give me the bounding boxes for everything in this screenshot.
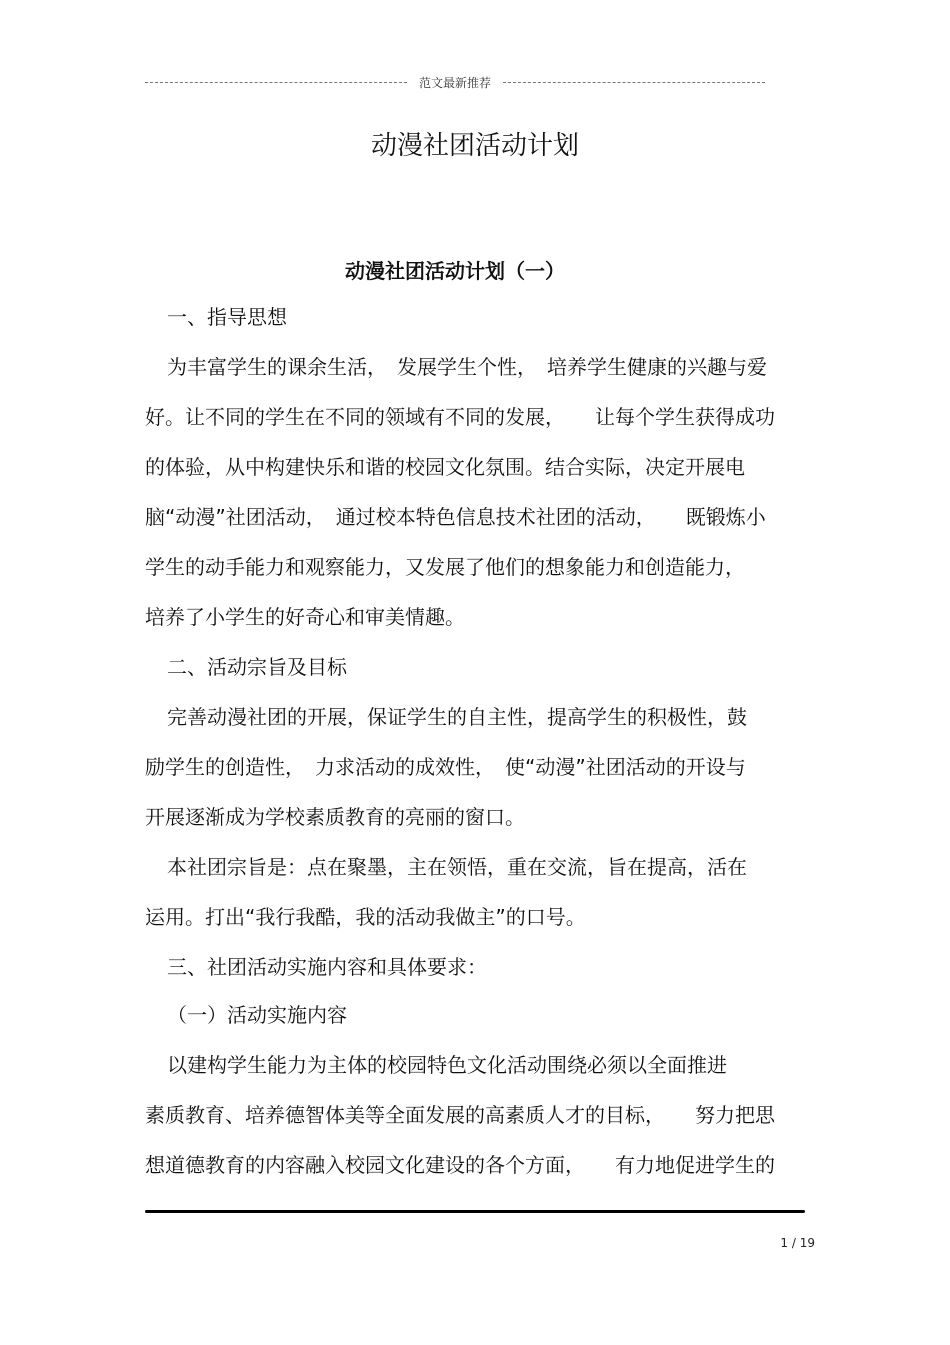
header-label: 范文最新推荐 [419, 75, 492, 90]
paragraph-line: 以建构学生能力为主体的校园特色文化活动围绕必须以全面推进 [167, 1053, 727, 1077]
footer-rule [145, 1210, 805, 1213]
paragraph-line: 运用。打出“我行我酷，我的活动我做主”的口号。 [145, 905, 586, 929]
header-dash-left [145, 82, 407, 83]
page-header [145, 72, 765, 92]
paragraph-line: 的体验，从中构建快乐和谐的校园文化氛围。结合实际，决定开展电 [145, 455, 745, 479]
header-dash-right [503, 82, 765, 83]
paragraph-line: 培养了小学生的好奇心和审美情趣。 [145, 605, 465, 629]
paragraph-line: 脑“动漫”社团活动， 通过校本特色信息技术社团的活动， 既锻炼小 [145, 505, 766, 529]
section-heading-2: 二、活动宗旨及目标 [167, 655, 347, 679]
document-title: 动漫社团活动计划 [370, 131, 579, 161]
paragraph-line: 本社团宗旨是：点在聚墨，主在领悟，重在交流，旨在提高，活在 [167, 855, 747, 879]
document-subtitle: 动漫社团活动计划（一） [345, 259, 565, 283]
paragraph-line: 励学生的创造性， 力求活动的成效性， 使“动漫”社团活动的开设与 [145, 755, 746, 779]
paragraph-line: 开展逐渐成为学校素质教育的亮丽的窗口。 [145, 805, 525, 829]
paragraph-line: 完善动漫社团的开展，保证学生的自主性，提高学生的积极性，鼓 [167, 705, 747, 729]
paragraph-line: 为丰富学生的课余生活， 发展学生个性， 培养学生健康的兴趣与爱 [167, 355, 767, 379]
paragraph-line: 好。让不同的学生在不同的领域有不同的发展， 让每个学生获得成功 [145, 405, 775, 429]
page-number: 1 / 19 [780, 1236, 815, 1250]
section-heading-3: 三、社团活动实施内容和具体要求： [167, 955, 487, 979]
section-heading-1: 一、指导思想 [167, 305, 287, 329]
subsection-heading-1: （一）活动实施内容 [167, 1003, 347, 1027]
paragraph-line: 想道德教育的内容融入校园文化建设的各个方面， 有力地促进学生的 [145, 1153, 775, 1177]
paragraph-line: 素质教育、培养德智体美等全面发展的高素质人才的目标， 努力把思 [145, 1103, 775, 1127]
paragraph-line: 学生的动手能力和观察能力，又发展了他们的想象能力和创造能力， [145, 555, 745, 579]
